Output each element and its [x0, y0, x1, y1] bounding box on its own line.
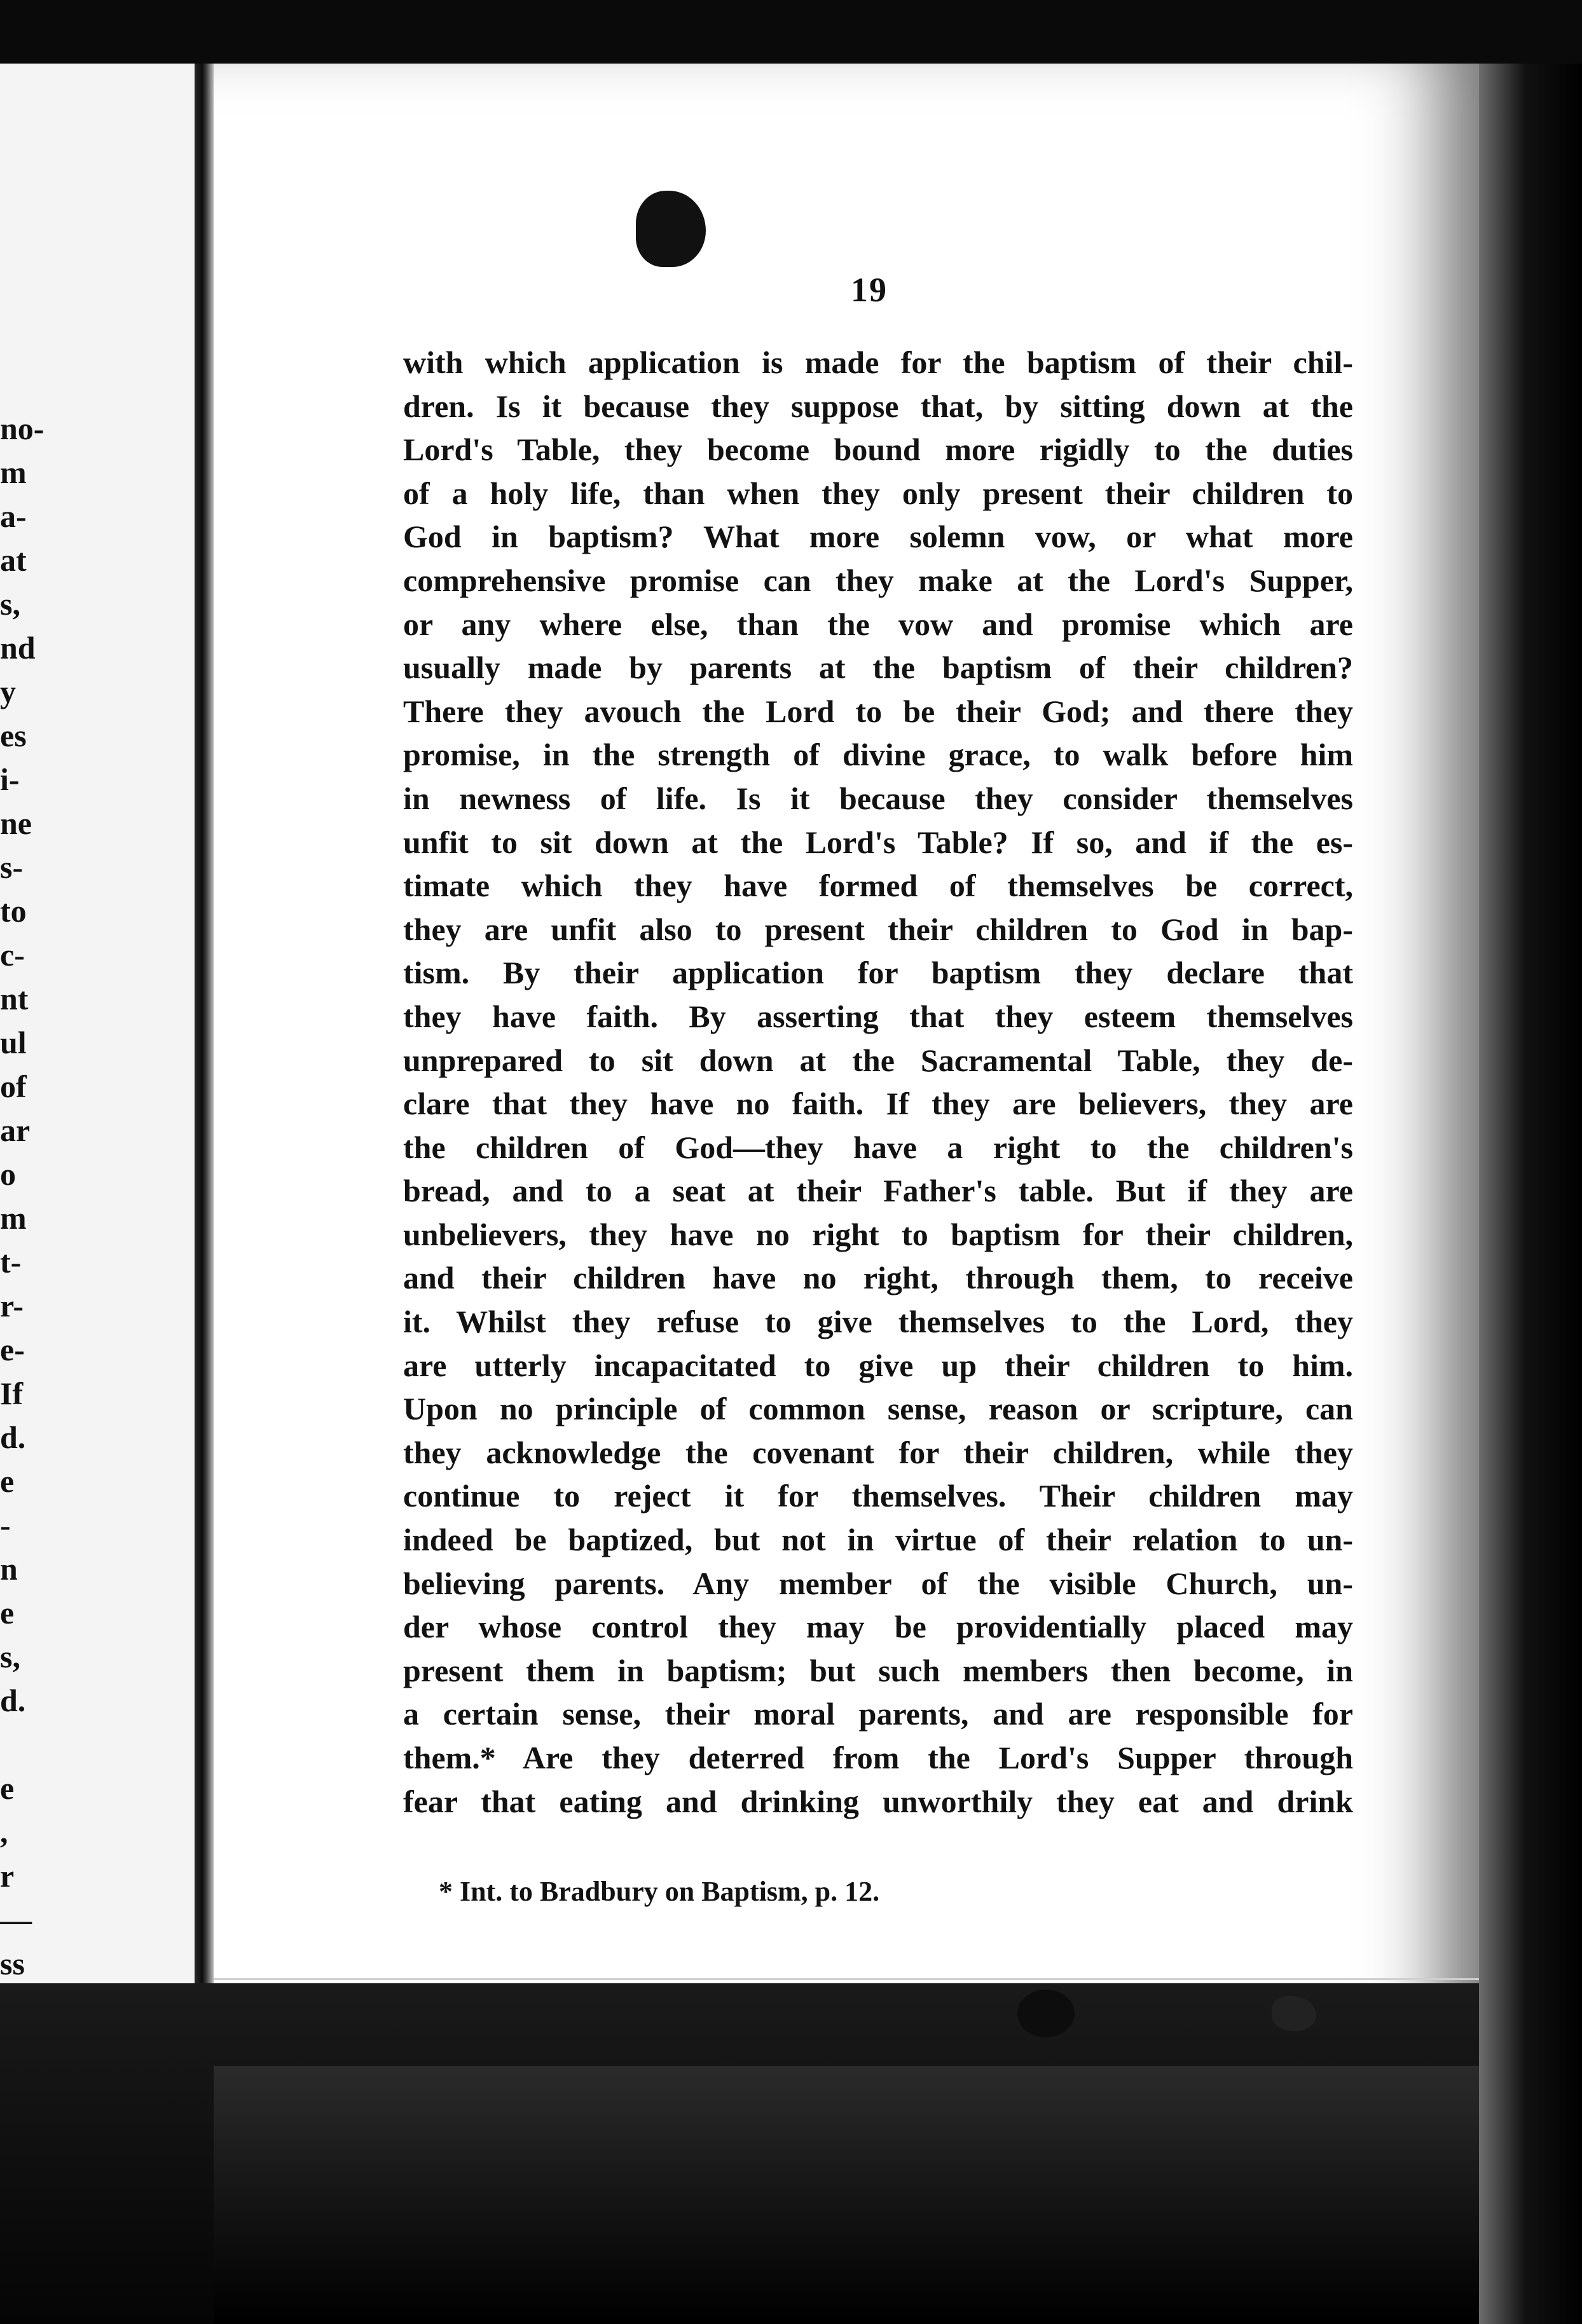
fragment-line: to	[0, 893, 27, 929]
fragment-line: ul	[0, 1025, 27, 1060]
fragment-line: ,	[0, 1814, 8, 1850]
text-line: unprepared to sit down at the Sacramental Table, they de-	[403, 1042, 1353, 1078]
text-line: unfit to sit down at the Lord's Table? If so, and if the es-	[403, 824, 1353, 860]
text-line: tism. By their application for baptism they declare that	[403, 955, 1353, 991]
text-line: usually made by parents at the baptism of their children?	[403, 650, 1353, 686]
text-line: Upon no principle of common sense, reason or scripture, can	[403, 1391, 1353, 1427]
fragment-line: —	[0, 1902, 32, 1938]
ink-stain	[636, 191, 706, 267]
ink-stain	[1017, 1990, 1075, 2037]
text-line: of a holy life, than when they only present their children to	[403, 475, 1353, 511]
previous-page-text-fragments	[0, 407, 127, 1986]
fragment-line: s,	[0, 586, 20, 622]
text-line: God in baptism? What more solemn vow, or what more	[403, 519, 1353, 555]
text-line: clare that they have no faith. If they are believers, they are	[403, 1086, 1353, 1122]
fragment-line: t-	[0, 1244, 22, 1280]
fragment-line: e-	[0, 1332, 25, 1367]
page-number: 19	[851, 271, 888, 309]
fragment-line: c-	[0, 937, 25, 973]
text-line: There they avouch the Lord to be their God; and there they	[403, 693, 1353, 729]
fragment-line: a-	[0, 498, 27, 534]
text-line: and their children have no right, through them, to receive	[403, 1260, 1353, 1296]
text-line: comprehensive promise can they make at the Lord's Supper,	[403, 562, 1353, 598]
book-gutter	[195, 64, 214, 1983]
text-line: Lord's Table, they become bound more rigidly to the duties	[403, 432, 1353, 468]
text-line: it. Whilst they refuse to give themselves to the Lord, they	[403, 1304, 1353, 1340]
fragment-line	[0, 1723, 127, 1767]
fragment-line: d.	[0, 1419, 26, 1455]
fragment-line: e	[0, 1770, 15, 1806]
text-line: a certain sense, their moral parents, and are responsible for	[403, 1696, 1353, 1732]
page-bottom-shadow	[214, 2066, 1479, 2324]
scan-top-border	[0, 0, 1582, 64]
fragment-line: n	[0, 1551, 18, 1587]
text-line: they acknowledge the covenant for their children, while they	[403, 1434, 1353, 1470]
fragment-line: at	[0, 542, 27, 578]
fragment-line: y	[0, 674, 16, 709]
text-line: believing parents. Any member of the visible Church, un-	[403, 1565, 1353, 1601]
fragment-line: ss	[0, 1946, 25, 1981]
fragment-line: no-	[0, 411, 45, 446]
fragment-line: o	[0, 1156, 16, 1192]
fragment-line: ne	[0, 805, 32, 841]
text-line: promise, in the strength of divine grace, to walk before him	[403, 737, 1353, 773]
text-line: them.* Are they deterred from the Lord's Supper through	[403, 1740, 1353, 1775]
page-edge-line	[214, 1978, 1479, 1980]
scan-right-border	[1479, 64, 1582, 2324]
body-text	[403, 341, 1353, 1823]
previous-page-edge	[0, 64, 195, 1983]
text-line: are utterly incapacitated to give up their children to him.	[403, 1347, 1353, 1383]
text-line: they have faith. By asserting that they esteem themselves	[403, 998, 1353, 1034]
text-line: the children of God—they have a right to the children's	[403, 1129, 1353, 1165]
fragment-line: s,	[0, 1639, 20, 1674]
text-line: dren. Is it because they suppose that, by sitting down at the	[403, 388, 1353, 424]
fragment-line: i-	[0, 762, 20, 797]
text-line: bread, and to a seat at their Father's table. But if they are	[403, 1173, 1353, 1209]
fragment-line: d.	[0, 1683, 26, 1718]
fragment-line: nd	[0, 630, 36, 666]
fragment-line: e	[0, 1463, 15, 1499]
fragment-line: -	[0, 1507, 11, 1543]
fragment-line: nt	[0, 981, 29, 1016]
text-line: fear that eating and drinking unworthily they eat and drink	[403, 1783, 1353, 1819]
fragment-line: ar	[0, 1112, 31, 1148]
text-line: with which application is made for the baptism of their chil-	[403, 345, 1353, 380]
footnote: * Int. to Bradbury on Baptism, p. 12.	[439, 1876, 880, 1907]
fragment-line: es	[0, 718, 27, 753]
fragment-line: e	[0, 1595, 15, 1630]
fragment-line: r-	[0, 1288, 24, 1323]
text-line: continue to reject it for themselves. Their children may	[403, 1478, 1353, 1514]
fragment-line: m	[0, 1200, 27, 1236]
text-line: they are unfit also to present their children to God in bap-	[403, 911, 1353, 947]
text-line: der whose control they may be providentially placed may	[403, 1609, 1353, 1645]
text-line: indeed be baptized, but not in virtue of their relation to un-	[403, 1522, 1353, 1558]
fragment-line: s-	[0, 849, 24, 885]
fragment-line: m	[0, 455, 27, 490]
fragment-line: of	[0, 1069, 27, 1104]
fragment-line: r	[0, 1858, 15, 1894]
text-line: present them in baptism; but such members then become, in	[403, 1652, 1353, 1688]
text-line: or any where else, than the vow and promise which are	[403, 606, 1353, 642]
text-line: timate which they have formed of themselves be correct,	[403, 868, 1353, 904]
text-line: unbelievers, they have no right to baptism for their children,	[403, 1216, 1353, 1252]
text-line: in newness of life. Is it because they consider themselves	[403, 780, 1353, 816]
fragment-line: If	[0, 1376, 24, 1411]
